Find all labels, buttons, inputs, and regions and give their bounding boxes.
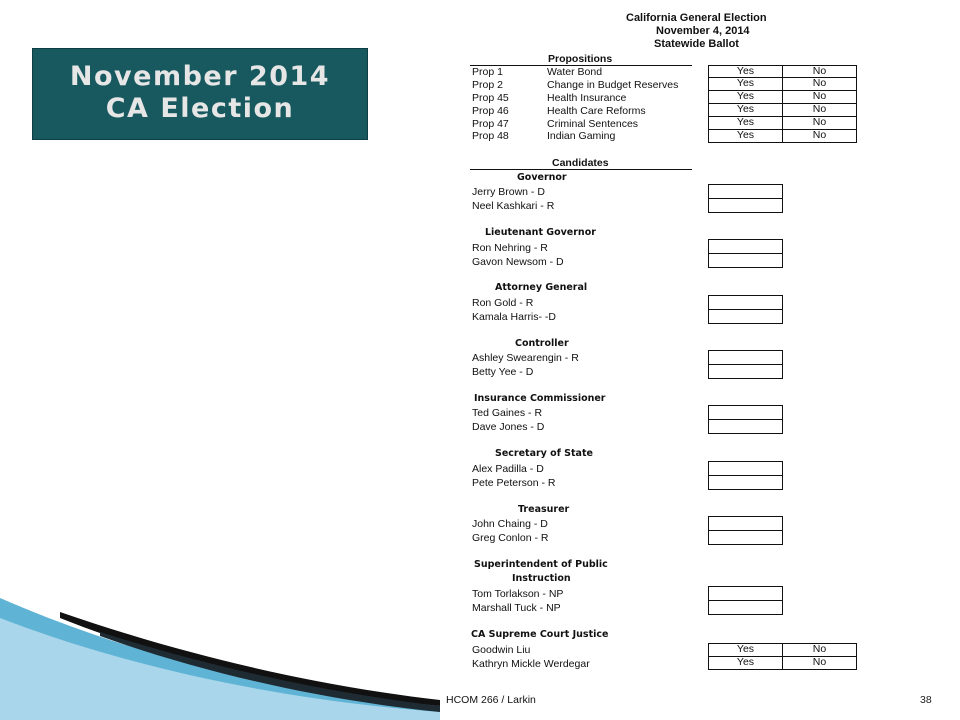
yes-box[interactable]: Yes	[708, 65, 783, 78]
office-title: Lieutenant Governor	[485, 227, 596, 238]
candidate-name: John Chaing - D	[472, 518, 548, 530]
candidate-name: Jerry Brown - D	[472, 186, 545, 198]
prop-number: Prop 47	[472, 118, 509, 130]
candidate-name: Neel Kashkari - R	[472, 200, 555, 212]
office-title: CA Supreme Court Justice	[471, 629, 609, 640]
slide-footer: HCOM 266 / Larkin	[446, 694, 536, 706]
prop-name: Health Care Reforms	[547, 105, 646, 117]
candidate-name: Marshall Tuck - NP	[472, 602, 561, 614]
prop-name: Water Bond	[547, 66, 603, 78]
candidates-rule	[470, 169, 692, 170]
prop-name: Change in Budget Reserves	[547, 79, 679, 91]
candidate-name: Greg Conlon - R	[472, 532, 549, 544]
prop-name: Indian Gaming	[547, 130, 616, 142]
candidate-name: Gavon Newsom - D	[472, 256, 564, 268]
candidate-name: Ted Gaines - R	[472, 407, 543, 419]
office-title: Superintendent of Public	[474, 559, 608, 570]
candidate-name: Dave Jones - D	[472, 421, 545, 433]
prop-number: Prop 2	[472, 79, 503, 91]
no-box[interactable]: No	[782, 77, 857, 91]
office-title: Governor	[517, 172, 567, 183]
propositions-heading: Propositions	[548, 53, 613, 65]
vote-box[interactable]	[708, 461, 783, 476]
no-box[interactable]: No	[782, 103, 857, 117]
yes-box[interactable]: Yes	[708, 656, 783, 670]
candidate-name: Pete Peterson - R	[472, 477, 556, 489]
office-title-continued: Instruction	[512, 573, 571, 584]
candidate-name: Tom Torlakson - NP	[472, 588, 564, 600]
candidate-name: Kamala Harris- -D	[472, 311, 557, 323]
prop-number: Prop 45	[472, 92, 509, 104]
candidate-name: Alex Padilla - D	[472, 463, 544, 475]
slide-title-line1: November 2014	[69, 61, 331, 92]
office-title: Secretary of State	[495, 448, 593, 459]
yes-box[interactable]: Yes	[708, 643, 783, 657]
candidate-name: Ashley Swearengin - R	[472, 352, 579, 364]
no-box[interactable]: No	[782, 90, 857, 104]
yes-box[interactable]: Yes	[708, 116, 783, 130]
vote-box[interactable]	[708, 419, 783, 434]
vote-box[interactable]	[708, 530, 783, 545]
yes-box[interactable]: Yes	[708, 77, 783, 91]
vote-box[interactable]	[708, 350, 783, 365]
slide-title-line2: CA Election	[105, 93, 295, 124]
yes-box[interactable]: Yes	[708, 103, 783, 117]
page-number: 38	[920, 694, 932, 706]
prop-number: Prop 46	[472, 105, 509, 117]
vote-box[interactable]	[708, 253, 783, 268]
office-title: Treasurer	[518, 504, 570, 515]
candidate-name: Kathryn Mickle Werdegar	[472, 658, 590, 670]
vote-box[interactable]	[708, 600, 783, 615]
prop-number: Prop 1	[472, 66, 503, 78]
ballot-header-line3: Statewide Ballot	[654, 38, 739, 50]
yes-box[interactable]: Yes	[708, 90, 783, 104]
yes-box[interactable]: Yes	[708, 129, 783, 143]
vote-box[interactable]	[708, 586, 783, 601]
ballot-header-line2: November 4, 2014	[656, 25, 750, 37]
office-title: Attorney General	[495, 282, 588, 293]
candidate-name: Ron Nehring - R	[472, 242, 548, 254]
vote-box[interactable]	[708, 516, 783, 531]
candidate-name: Ron Gold - R	[472, 297, 534, 309]
vote-box[interactable]	[708, 184, 783, 199]
candidate-name: Betty Yee - D	[472, 366, 534, 378]
office-title: Controller	[515, 338, 569, 349]
vote-box[interactable]	[708, 475, 783, 490]
vote-box[interactable]	[708, 364, 783, 379]
no-box[interactable]: No	[782, 643, 857, 657]
candidates-heading: Candidates	[552, 157, 609, 169]
no-box[interactable]: No	[782, 65, 857, 78]
candidate-name: Goodwin Liu	[472, 644, 531, 656]
no-box[interactable]: No	[782, 656, 857, 670]
no-box[interactable]: No	[782, 129, 857, 143]
office-title: Insurance Commissioner	[474, 393, 606, 404]
prop-name: Health Insurance	[547, 92, 627, 104]
prop-number: Prop 48	[472, 130, 509, 142]
vote-box[interactable]	[708, 198, 783, 213]
vote-box[interactable]	[708, 239, 783, 254]
no-box[interactable]: No	[782, 116, 857, 130]
vote-box[interactable]	[708, 405, 783, 420]
vote-box[interactable]	[708, 295, 783, 310]
ballot-header-line1: California General Election	[626, 12, 767, 24]
prop-name: Criminal Sentences	[547, 118, 639, 130]
vote-box[interactable]	[708, 309, 783, 324]
